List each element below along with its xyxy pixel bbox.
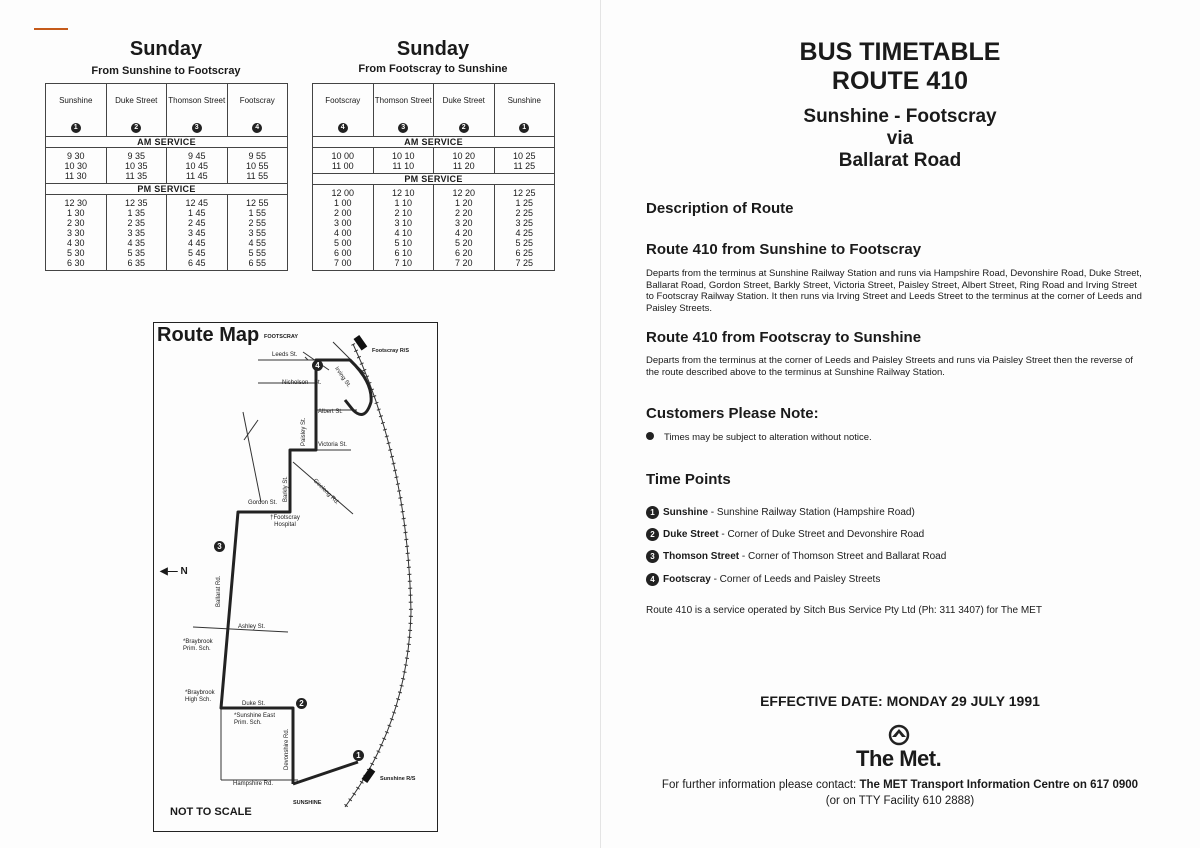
time-value: 7 10 xyxy=(394,258,413,268)
time-value: 5 45 xyxy=(187,248,206,258)
time-value: 10 25 xyxy=(512,151,536,161)
time-value: 11 30 xyxy=(64,171,87,181)
timepoint-2 xyxy=(646,528,924,541)
stop-name: Thomson Street xyxy=(167,84,228,119)
times-column xyxy=(167,195,228,271)
time-value: 5 55 xyxy=(248,248,267,258)
time-value: 9 30 xyxy=(66,151,85,161)
map-geelong-rd: Geelong Rd. xyxy=(311,478,340,507)
time-value: 4 25 xyxy=(515,228,534,238)
description-heading: Description of Route xyxy=(646,200,794,217)
stop-name: Duke Street xyxy=(434,84,495,119)
time-value: 4 35 xyxy=(127,238,146,248)
tty-line: (or on TTY Facility 610 2888) xyxy=(825,795,975,807)
time-value: 1 10 xyxy=(394,198,413,208)
time-value: 1 55 xyxy=(248,208,267,218)
map-albert-st: Albert St. xyxy=(318,409,343,415)
timepoint-2-name: Duke Street xyxy=(663,529,719,541)
time-value: 9 55 xyxy=(248,151,267,161)
service-label: PM SERVICE xyxy=(46,184,288,195)
stop-name: Thomson Street xyxy=(373,84,434,119)
time-value: 10 45 xyxy=(185,161,209,171)
time-value: 7 25 xyxy=(515,258,534,268)
times-column xyxy=(106,195,167,271)
time-value: 7 20 xyxy=(454,258,473,268)
time-value: 2 20 xyxy=(454,208,473,218)
time-value: 3 45 xyxy=(187,228,206,238)
time-value: 12 35 xyxy=(124,198,148,208)
time-value: 4 10 xyxy=(394,228,413,238)
right-timetable xyxy=(312,83,555,271)
stop-number-badge: 1 xyxy=(519,123,529,133)
title-bus-timetable: BUS TIMETABLE xyxy=(799,38,1001,66)
map-ballarat-rd: Ballarat Rd. xyxy=(216,575,222,607)
times-column xyxy=(373,148,434,174)
right-table-subtitle: From Footscray to Sunshine xyxy=(358,63,508,75)
times-row xyxy=(46,148,288,184)
time-value: 12 45 xyxy=(185,198,209,208)
stop-number-cell xyxy=(106,118,167,137)
service-label-row xyxy=(46,184,288,195)
time-value: 11 00 xyxy=(331,161,354,171)
time-value: 11 55 xyxy=(246,171,269,181)
map-barkly-st: Barkly St. xyxy=(283,476,289,502)
map-sunshine-east: *Sunshine East Prim. Sch. xyxy=(234,713,276,726)
time-value: 4 30 xyxy=(66,238,85,248)
map-sunshine-rs: Sunshine R/S xyxy=(380,776,416,782)
stop-number-badge: 4 xyxy=(338,123,348,133)
timepoint-1 xyxy=(646,506,915,519)
time-value: 10 35 xyxy=(124,161,148,171)
stop-number-cell xyxy=(227,118,288,137)
stop-number-cell xyxy=(373,118,434,137)
print-fleck xyxy=(34,28,68,30)
effective-date: EFFECTIVE DATE: MONDAY 29 JULY 1991 xyxy=(760,693,1040,709)
time-value: 1 30 xyxy=(66,208,85,218)
times-column xyxy=(46,148,107,184)
met-logo-text: The Met. xyxy=(856,746,942,771)
stop-number-badge: 2 xyxy=(131,123,141,133)
time-value: 3 00 xyxy=(333,218,352,228)
times-column xyxy=(494,185,555,271)
time-value: 3 10 xyxy=(394,218,413,228)
time-value: 9 35 xyxy=(127,151,146,161)
stop-number-cell xyxy=(167,118,228,137)
stop-number-cell xyxy=(434,118,495,137)
footscray-station-block xyxy=(354,335,368,350)
times-row xyxy=(46,195,288,271)
time-value: 12 10 xyxy=(391,188,415,198)
time-value: 6 20 xyxy=(454,248,473,258)
time-value: 3 30 xyxy=(66,228,85,238)
time-value: 5 10 xyxy=(394,238,413,248)
time-value: 11 20 xyxy=(452,161,475,171)
stop-number-row xyxy=(46,118,288,137)
title-route-number: ROUTE 410 xyxy=(831,67,969,95)
map-timepoint-2: 2 xyxy=(296,698,307,709)
map-north-arrow: ◀— N xyxy=(160,566,188,577)
time-value: 11 10 xyxy=(392,161,415,171)
time-value: 4 00 xyxy=(333,228,352,238)
timepoint-1-desc: - Sunshine Railway Station (Hampshire Road) xyxy=(708,507,915,519)
map-devonshire-rd: Devonshire Rd. xyxy=(284,728,290,770)
time-value: 6 25 xyxy=(515,248,534,258)
timepoint-4-desc: - Corner of Leeds and Paisley Streets xyxy=(710,574,881,586)
time-value: 2 10 xyxy=(394,208,413,218)
stop-header-row xyxy=(46,84,288,119)
stop-number-cell xyxy=(313,118,374,137)
stop-number-badge: 1 xyxy=(71,123,81,133)
map-braybrook-prim: *Braybrook Prim. Sch. xyxy=(183,639,213,652)
times-column xyxy=(313,148,374,174)
time-value: 3 55 xyxy=(248,228,267,238)
map-not-to-scale: NOT TO SCALE xyxy=(170,806,252,818)
time-value: 10 55 xyxy=(245,161,269,171)
times-column xyxy=(46,195,107,271)
service-label-row xyxy=(46,137,288,148)
time-value: 6 45 xyxy=(187,258,206,268)
time-value: 2 55 xyxy=(248,218,267,228)
time-value: 6 00 xyxy=(333,248,352,258)
subtitle-route-ends: Sunshine - Footscray xyxy=(803,106,997,127)
time-value: 6 10 xyxy=(394,248,413,258)
stop-name: Duke Street xyxy=(106,84,167,119)
left-table-title: Sunday xyxy=(129,38,203,60)
map-duke-st: Duke St. xyxy=(242,701,266,707)
times-column xyxy=(227,195,288,271)
map-braybrook-high: *Braybrook High Sch. xyxy=(185,690,215,703)
stop-number-row xyxy=(313,118,555,137)
route-map-drawing xyxy=(153,322,438,832)
route-out-heading: Route 410 from Sunshine to Footscray xyxy=(646,241,922,258)
stop-number-cell xyxy=(46,118,107,137)
timepoint-3 xyxy=(646,550,946,563)
time-value: 5 30 xyxy=(66,248,85,258)
time-value: 4 55 xyxy=(248,238,267,248)
contact-line xyxy=(600,779,1200,791)
time-value: 2 45 xyxy=(187,218,206,228)
time-value: 1 20 xyxy=(454,198,473,208)
map-victoria-st: Victoria St. xyxy=(318,442,347,448)
time-value: 5 20 xyxy=(454,238,473,248)
contact-prefix: For further information please contact: xyxy=(661,779,860,791)
service-label-row xyxy=(313,137,555,148)
right-table-title: Sunday xyxy=(396,38,470,60)
note-heading: Customers Please Note: xyxy=(646,405,819,422)
time-value: 6 35 xyxy=(127,258,146,268)
times-column xyxy=(227,148,288,184)
map-footscray-label: FOOTSCRAY xyxy=(264,334,299,340)
times-column xyxy=(167,148,228,184)
time-value: 10 10 xyxy=(391,151,415,161)
map-timepoint-3: 3 xyxy=(214,541,225,552)
time-value: 2 00 xyxy=(333,208,352,218)
route-back-heading: Route 410 from Footscray to Sunshine xyxy=(646,329,922,346)
timepoint-3-name: Thomson Street xyxy=(663,551,740,563)
time-value: 3 25 xyxy=(515,218,534,228)
stop-number-badge: 3 xyxy=(192,123,202,133)
map-irving-st: Irving St. xyxy=(333,366,352,389)
map-ashley-st: Ashley St. xyxy=(238,624,266,630)
timepoint-1-name: Sunshine xyxy=(663,507,709,519)
note-text: Times may be subject to alteration without notice. xyxy=(664,432,872,443)
time-value: 1 00 xyxy=(333,198,352,208)
time-value: 1 35 xyxy=(127,208,146,218)
stop-header-row xyxy=(313,84,555,119)
map-north-label: N xyxy=(180,566,188,577)
times-column xyxy=(494,148,555,174)
stop-name: Footscray xyxy=(313,84,374,119)
time-value: 10 30 xyxy=(64,161,88,171)
time-value: 3 35 xyxy=(127,228,146,238)
note-bullet xyxy=(646,432,654,440)
timepoint-3-badge: 3 xyxy=(646,550,659,563)
time-value: 10 00 xyxy=(331,151,355,161)
stop-number-cell xyxy=(494,118,555,137)
map-gordon-st: Gordon St. xyxy=(248,500,278,506)
time-value: 2 25 xyxy=(515,208,534,218)
timepoint-3-desc: - Corner of Thomson Street and Ballarat Road xyxy=(739,551,947,563)
times-column xyxy=(106,148,167,184)
map-timepoint-1: 1 xyxy=(353,750,364,761)
time-value: 11 45 xyxy=(185,171,208,181)
subtitle-road: Ballarat Road xyxy=(838,150,962,171)
subtitle-via: via xyxy=(886,128,914,149)
map-nicholson-st: St. xyxy=(314,380,322,386)
operator-text: Route 410 is a service operated by Sitch Bus Service Pty Ltd (Ph: 311 3407) for The MET xyxy=(646,605,1042,616)
time-value: 7 00 xyxy=(333,258,352,268)
stop-name: Sunshine xyxy=(46,84,107,119)
timepoint-4-name: Footscray xyxy=(663,574,711,586)
timepoint-4-badge: 4 xyxy=(646,573,659,586)
time-value: 2 30 xyxy=(66,218,85,228)
service-label: AM SERVICE xyxy=(46,137,288,148)
time-value: 5 25 xyxy=(515,238,534,248)
map-hampshire-rd: Hampshire Rd. xyxy=(233,781,274,787)
time-value: 12 00 xyxy=(331,188,355,198)
stop-number-badge: 2 xyxy=(459,123,469,133)
sunshine-station-block xyxy=(362,768,376,783)
map-sunshine-label: SUNSHINE xyxy=(293,800,322,806)
time-value: 12 30 xyxy=(64,198,88,208)
route-map-title: Route Map xyxy=(157,324,260,346)
service-label-row xyxy=(313,174,555,185)
time-value: 12 20 xyxy=(452,188,476,198)
map-nicholson: Nicholson xyxy=(282,380,309,386)
time-value: 12 25 xyxy=(512,188,536,198)
times-column xyxy=(313,185,374,271)
time-value: 2 35 xyxy=(127,218,146,228)
time-value: 5 35 xyxy=(127,248,146,258)
stop-number-badge: 3 xyxy=(398,123,408,133)
timepoint-1-badge: 1 xyxy=(646,506,659,519)
timepoint-2-badge: 2 xyxy=(646,528,659,541)
service-label: AM SERVICE xyxy=(313,137,555,148)
page-fold xyxy=(600,0,601,848)
times-row xyxy=(313,185,555,271)
map-hospital: †Footscray Hospital xyxy=(270,515,300,528)
time-value: 1 45 xyxy=(187,208,206,218)
time-value: 1 25 xyxy=(515,198,534,208)
times-column xyxy=(373,185,434,271)
timepoint-2-desc: - Corner of Duke Street and Devonshire Road xyxy=(718,529,925,541)
stop-name: Footscray xyxy=(227,84,288,119)
time-value: 9 45 xyxy=(187,151,206,161)
times-column xyxy=(434,148,495,174)
route-out-text: Departs from the terminus at Sunshine Railway Station and runs via Hampshire Road, Devonshire Road, Duke Street, Ballarat Road, Gordon Street, Barkly Street, Victoria Street, Paisley Street, Albert Street, Ring Road and Irving Street to Footscray Railway Station. It then runs via Irving Street and Leeds Street to the terminus at the corner of Leeds and Paisley Streets. xyxy=(646,268,1142,314)
time-value: 4 45 xyxy=(187,238,206,248)
map-footscray-rs: Footscray R/S xyxy=(372,348,409,354)
time-value: 3 20 xyxy=(454,218,473,228)
stop-name: Sunshine xyxy=(494,84,555,119)
timepoints-heading: Time Points xyxy=(646,471,731,488)
stop-number-badge: 4 xyxy=(252,123,262,133)
time-value: 10 20 xyxy=(452,151,476,161)
map-leeds-st: Leeds St. xyxy=(272,352,298,358)
service-label: PM SERVICE xyxy=(313,174,555,185)
times-column xyxy=(434,185,495,271)
time-value: 5 00 xyxy=(333,238,352,248)
time-value: 11 25 xyxy=(513,161,536,171)
route-back-text: Departs from the terminus at the corner of Leeds and Paisley Streets and runs via Paisley Street then the reverse of the route described above to the terminus at Sunshine Railway Station. xyxy=(646,355,1133,378)
time-value: 6 30 xyxy=(66,258,85,268)
time-value: 12 55 xyxy=(245,198,269,208)
time-value: 11 35 xyxy=(125,171,148,181)
map-timepoint-4: 4 xyxy=(312,360,323,371)
contact-centre: The MET Transport Information Centre on 617 0900 xyxy=(859,779,1139,791)
map-paisley-st: Paisley St. xyxy=(301,417,307,446)
time-value: 4 20 xyxy=(454,228,473,238)
timepoint-4 xyxy=(646,573,880,586)
left-timetable xyxy=(45,83,288,271)
time-value: 6 55 xyxy=(248,258,267,268)
met-logo-icon xyxy=(888,724,910,746)
times-row xyxy=(313,148,555,174)
left-table-subtitle: From Sunshine to Footscray xyxy=(91,65,241,77)
